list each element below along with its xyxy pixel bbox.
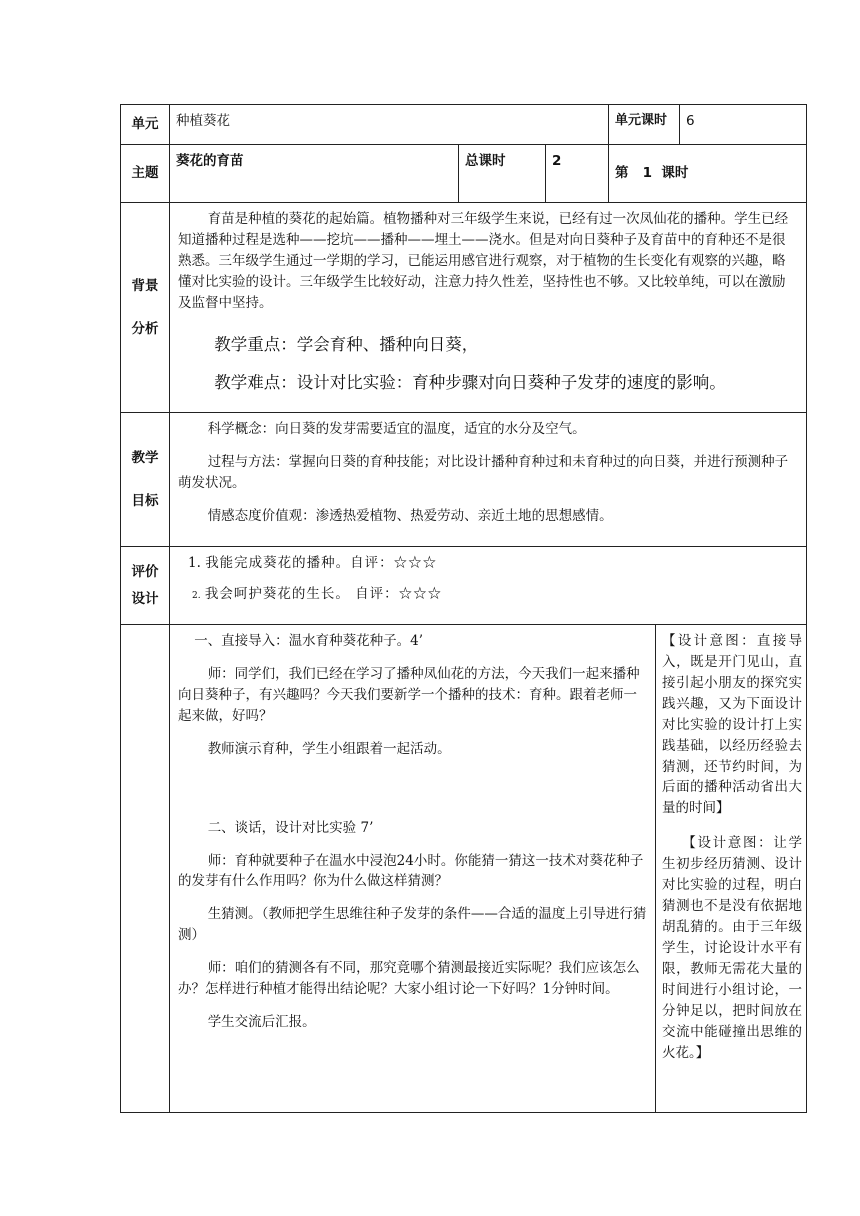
section-2-paragraph-1: 师：育种就要种子在温水中浸泡24小时。你能猜一猜这一技术对葵花种子的发芽有什么作用吗？你为什么做这样猜测？ (178, 852, 644, 890)
design-intent-note-2: 【设计意图：让学生初步经历猜测、设计对比实验的过程，明白猜测也不是没有依据地胡乱猜的。由于三年级学生，讨论设计水平有限，教师无需花大量的时间进行小组讨论，一分钟足以，把时间放在交流中能碰撞出思维的火花。】 (662, 835, 803, 1061)
evaluation-content (170, 547, 807, 625)
unit-row (121, 105, 807, 145)
evaluation-item-1-number: 1. (188, 555, 201, 571)
goals-label (121, 413, 170, 547)
topic-label: 主题 (121, 145, 170, 203)
evaluation-item-2-number: 2. (192, 590, 201, 601)
goal-attitude: 情感态度价值观：渗透热爱植物、热爱劳动、亲近土地的思想感情。 (207, 507, 613, 524)
section-2-title: 二、谈话，设计对比实验 7’ (207, 819, 374, 836)
goals-label-line2: 目标 (131, 492, 159, 509)
background-label (121, 203, 170, 413)
unit-hours-label: 单元课时 (609, 105, 680, 145)
evaluation-label-line1: 评价 (131, 563, 159, 580)
goals-label-line1: 教学 (131, 449, 159, 466)
background-label-line1: 背景 (131, 277, 159, 294)
evaluation-item-1-text: 我能完成葵花的播种。自评：☆☆☆ (205, 555, 438, 571)
lesson-plan-table (120, 104, 807, 1113)
process-row (121, 625, 807, 1113)
unit-hours-value: 6 (680, 105, 807, 145)
unit-value: 种植葵花 (170, 105, 609, 145)
total-hours-value: 2 (546, 145, 609, 203)
evaluation-row (121, 547, 807, 625)
evaluation-label-line2: 设计 (131, 590, 159, 607)
process-content (170, 625, 656, 1113)
evaluation-item-2-text: 我会呵护葵花的生长。 自评：☆☆☆ (204, 585, 443, 602)
design-intent-notes (656, 625, 807, 1113)
goal-process: 过程与方法：掌握向日葵的育种技能；对比设计播种育种过和未育种过的向日葵，并进行预测种子萌发状况。 (178, 453, 789, 491)
background-label-line2: 分析 (131, 320, 159, 337)
section-1-paragraph-2: 教师演示育种，学生小组跟着一起活动。 (207, 740, 451, 757)
evaluation-item-1 (178, 553, 798, 574)
goal-concept: 科学概念：向日葵的发芽需要适宜的温度，适宜的水分及空气。 (207, 421, 586, 437)
total-hours-label: 总课时 (459, 145, 546, 203)
background-content (170, 203, 807, 413)
unit-label: 单元 (121, 105, 170, 145)
topic-value: 葵花的育苗 (170, 145, 459, 203)
process-label-cell (121, 625, 170, 1113)
design-intent-note-1: 【设计意图：直接导入，既是开门见山，直接引起小朋友的探究实践兴趣，又为下面设计对比实验的设计打上实践基础，以经历经验去猜测，还节约时间，为后面的播种活动省出大量的时间】 (662, 633, 803, 817)
key-point: 教学重点：学会育种、播种向日葵， (214, 334, 479, 354)
background-paragraph: 育苗是种植的葵花的起始篇。植物播种对三年级学生来说，已经有过一次凤仙花的播种。学生已经知道播种过程是选种——挖坑——播种——埋土——浇水。但是对向日葵种子及育苗中的育种还不是很熟悉。三年级学生通过一学期的学习，已能运用感官进行观察，对于植物的生长变化有观察的兴趣，略懂对比实验的设计。三年级学生比较好动，注意力持久性差，坚持性也不够。又比较单纯，可以在激励及监督中坚持。 (178, 211, 789, 311)
lesson-number: 第 1 课时 (609, 145, 807, 203)
section-1-title: 一、直接导入：温水育种葵花种子。4’ (194, 633, 424, 649)
topic-row (121, 145, 807, 203)
section-2-paragraph-3: 师：咱们的猜测各有不同，那究竟哪个猜测最接近实际呢？我们应该怎么办？怎样进行种植才能得出结论呢？大家小组讨论一下好吗？1分钟时间。 (178, 960, 640, 998)
section-2-paragraph-2: 生猜测。（教师把学生思维往种子发芽的条件——合适的温度上引导进行猜测） (178, 906, 647, 944)
background-row (121, 203, 807, 413)
evaluation-label (121, 547, 170, 625)
section-2-paragraph-4: 学生交流后汇报。 (207, 1014, 316, 1031)
section-1-paragraph-1: 师：同学们，我们已经在学习了播种凤仙花的方法，今天我们一起来播种向日葵种子，有兴趣吗？今天我们要新学一个播种的技术：育种。跟着老师一起来做，好吗？ (178, 665, 640, 724)
goals-content (170, 413, 807, 547)
difficulty-point: 教学难点：设计对比实验：育种步骤对向日葵种子发芽的速度的影响。 (214, 373, 726, 392)
evaluation-item-2 (178, 584, 798, 605)
goals-row (121, 413, 807, 547)
